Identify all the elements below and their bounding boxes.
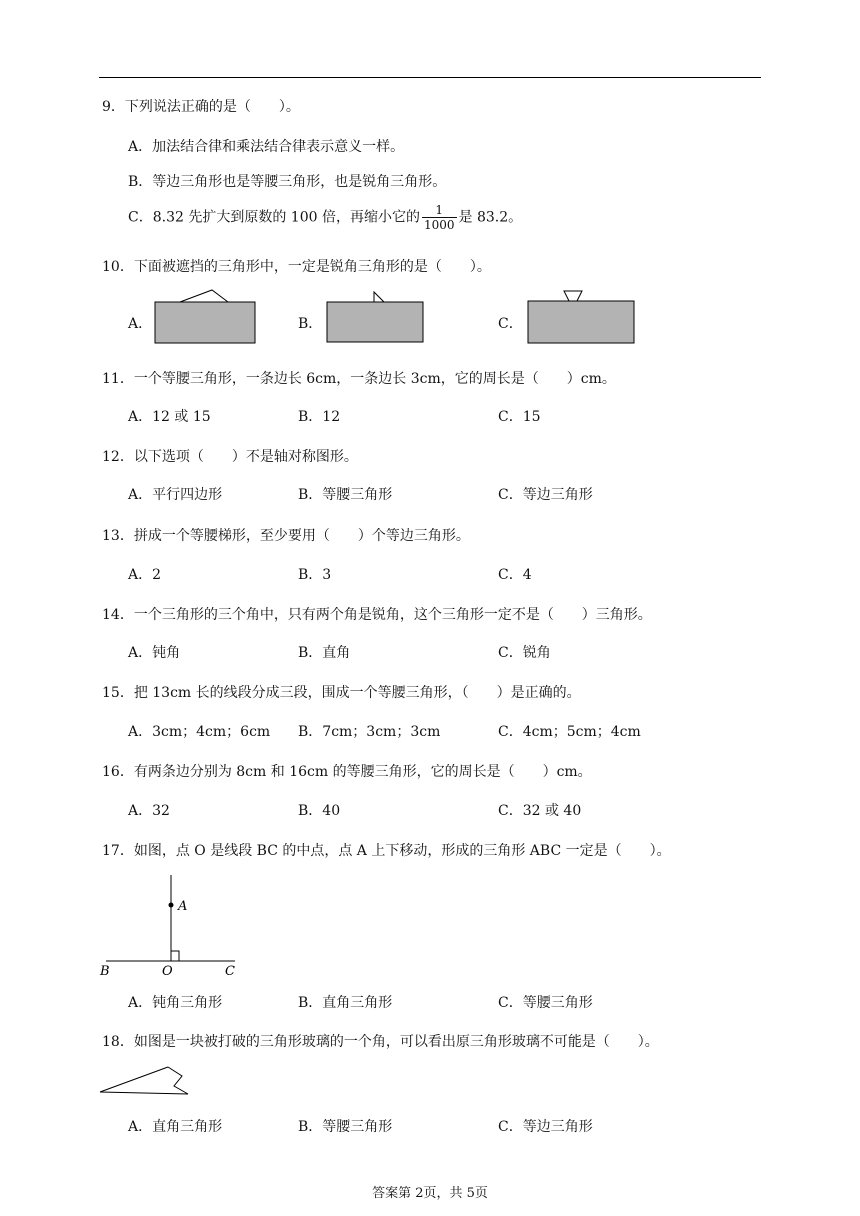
question-17-option-b: B．直角三角形	[298, 995, 393, 1011]
question-9-stem: 9．下列说法正确的是（ ）。	[102, 99, 300, 115]
point-b-label: B	[100, 964, 110, 979]
question-11-option-c: C．15	[498, 409, 541, 425]
question-9-option-a: A．加法结合律和乘法结合律表示意义一样。	[128, 139, 405, 155]
question-15-option-a: A．3cm；4cm；6cm	[128, 724, 271, 740]
question-11-option-b: B．12	[298, 409, 341, 425]
question-18-option-a: A．直角三角形	[128, 1119, 223, 1135]
question-12-option-b: B．等腰三角形	[298, 487, 393, 503]
question-15-option-c: C．4cm；5cm；4cm	[498, 724, 641, 740]
question-12-stem: 12．以下选项（ ）不是轴对称图形。	[102, 449, 358, 465]
fraction	[422, 203, 457, 232]
question-9-option-b: B．等边三角形也是等腰三角形，也是锐角三角形。	[128, 174, 447, 190]
question-14-option-a: A．钝角	[128, 645, 181, 661]
header-rule	[99, 77, 761, 78]
question-10-stem: 10．下面被遮挡的三角形中，一定是锐角三角形的是（ ）。	[102, 259, 491, 275]
question-9-option-c	[128, 203, 522, 232]
question-17-stem: 17．如图，点 O 是线段 BC 的中点，点 A 上下移动，形成的三角形 ABC 一定是（ ）。	[102, 843, 671, 859]
question-16-option-b: B．40	[298, 803, 341, 819]
fraction-numerator: 1	[422, 203, 457, 218]
question-17-option-a: A．钝角三角形	[128, 995, 223, 1011]
question-10-option-b: B．	[298, 316, 323, 332]
broken-glass-corner-figure	[98, 1060, 198, 1102]
question-18-stem: 18．如图是一块被打破的三角形玻璃的一个角，可以看出原三角形玻璃不可能是（ ）。	[102, 1034, 659, 1050]
question-11-option-a: A．12 或 15	[128, 409, 211, 425]
question-14-stem: 14．一个三角形的三个角中，只有两个角是锐角，这个三角形一定不是（ ）三角形。	[102, 607, 652, 623]
covered-triangle-a-figure	[150, 288, 260, 348]
question-13-stem: 13．拼成一个等腰梯形，至少要用（ ）个等边三角形。	[102, 528, 470, 544]
perpendicular-line-figure	[98, 870, 248, 980]
question-12-option-a: A．平行四边形	[128, 487, 223, 503]
point-o-label: O	[162, 964, 173, 979]
question-10-option-c: C．	[498, 316, 523, 332]
question-13-option-a: A．2	[128, 567, 162, 583]
question-18-option-c: C．等边三角形	[498, 1119, 593, 1135]
question-17-option-c: C．等腰三角形	[498, 995, 593, 1011]
point-c-label: C	[225, 964, 235, 979]
question-9-option-c-tail: 是 83.2。	[458, 209, 523, 226]
question-10-option-a: A．	[128, 316, 153, 332]
question-15-stem: 15．把 13cm 长的线段分成三段，围成一个等腰三角形，（ ）是正确的。	[102, 685, 581, 701]
question-16-stem: 16．有两条边分别为 8cm 和 16cm 的等腰三角形，它的周长是（ ）cm。	[102, 764, 592, 780]
question-15-option-b: B．7cm；3cm；3cm	[298, 724, 441, 740]
page-footer: 答案第 2页，共 5页	[372, 1186, 488, 1201]
question-13-option-b: B．3	[298, 567, 332, 583]
covered-triangle-b-figure	[322, 288, 432, 348]
question-11-stem: 11．一个等腰三角形，一条边长 6cm，一条边长 3cm，它的周长是（ ）cm。	[102, 371, 616, 387]
question-13-option-c: C．4	[498, 567, 532, 583]
question-16-option-a: A．32	[128, 803, 170, 819]
point-a-label: A	[178, 899, 188, 914]
question-16-option-c: C．32 或 40	[498, 803, 582, 819]
fraction-denominator: 1000	[423, 218, 455, 232]
question-14-option-b: B．直角	[298, 645, 351, 661]
covered-triangle-c-figure	[522, 288, 642, 348]
question-14-option-c: C．锐角	[498, 645, 551, 661]
question-9-option-c-text: C．8.32 先扩大到原数的 100 倍，再缩小它的	[128, 209, 420, 226]
question-18-option-b: B．等腰三角形	[298, 1119, 393, 1135]
question-12-option-c: C．等边三角形	[498, 487, 593, 503]
